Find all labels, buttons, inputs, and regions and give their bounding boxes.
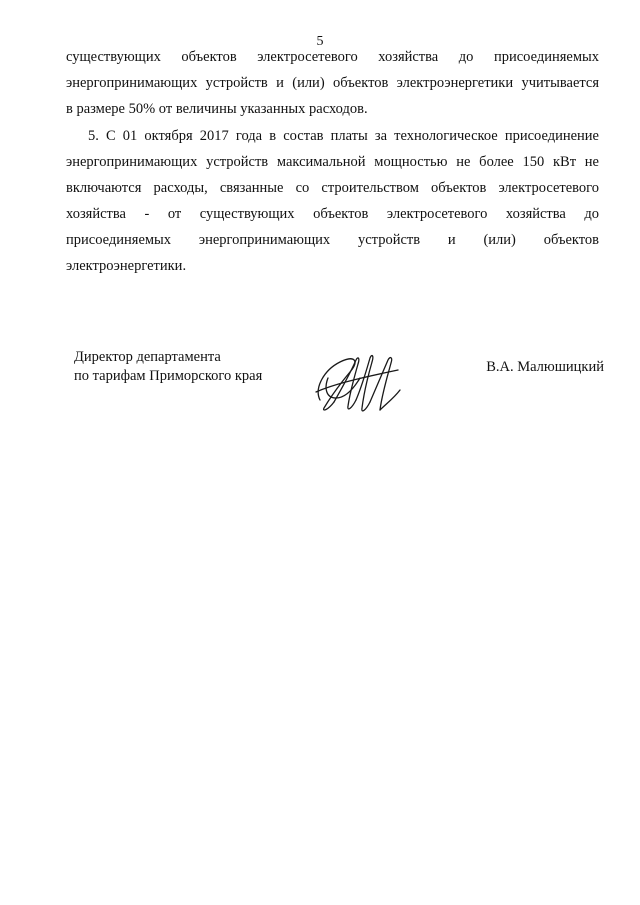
signatory-title-line-1: Директор департамента	[74, 349, 221, 365]
paragraph-2-line-5: присоединяемых энергопринимающих устройств и (или) объектов	[66, 232, 599, 248]
paragraph-2-line-6: электроэнергетики.	[66, 258, 187, 274]
paragraph-1-line-3: в размере 50% от величины указанных расходов.	[66, 101, 368, 117]
paragraph-1	[66, 44, 599, 122]
page-number: 5	[316, 34, 324, 49]
signature-block	[74, 348, 604, 428]
signatory-title-line-2: по тарифам Приморского края	[74, 368, 263, 384]
paragraph-2-line-2: энергопринимающих устройств максимальной мощностью не более 150 кВт не	[66, 154, 599, 170]
paragraph-2	[66, 123, 599, 279]
paragraph-2-line-4: хозяйства - от существующих объектов электросетевого хозяйства до	[66, 206, 599, 222]
paragraph-2-line-1: 5. С 01 октября 2017 года в состав платы за технологическое присоединение	[88, 128, 599, 144]
paragraph-1-line-1: существующих объектов электросетевого хозяйства до присоединяемых	[66, 49, 599, 65]
signatory-name: В.А. Малюшицкий	[486, 359, 604, 375]
handwritten-signature-icon	[310, 348, 406, 418]
signatory-title	[74, 348, 262, 386]
paragraph-2-line-3: включаются расходы, связанные со строительством объектов электросетевого	[66, 180, 599, 196]
paragraph-1-line-2: энергопринимающих устройств и (или) объектов электроэнергетики учитывается	[66, 75, 599, 91]
